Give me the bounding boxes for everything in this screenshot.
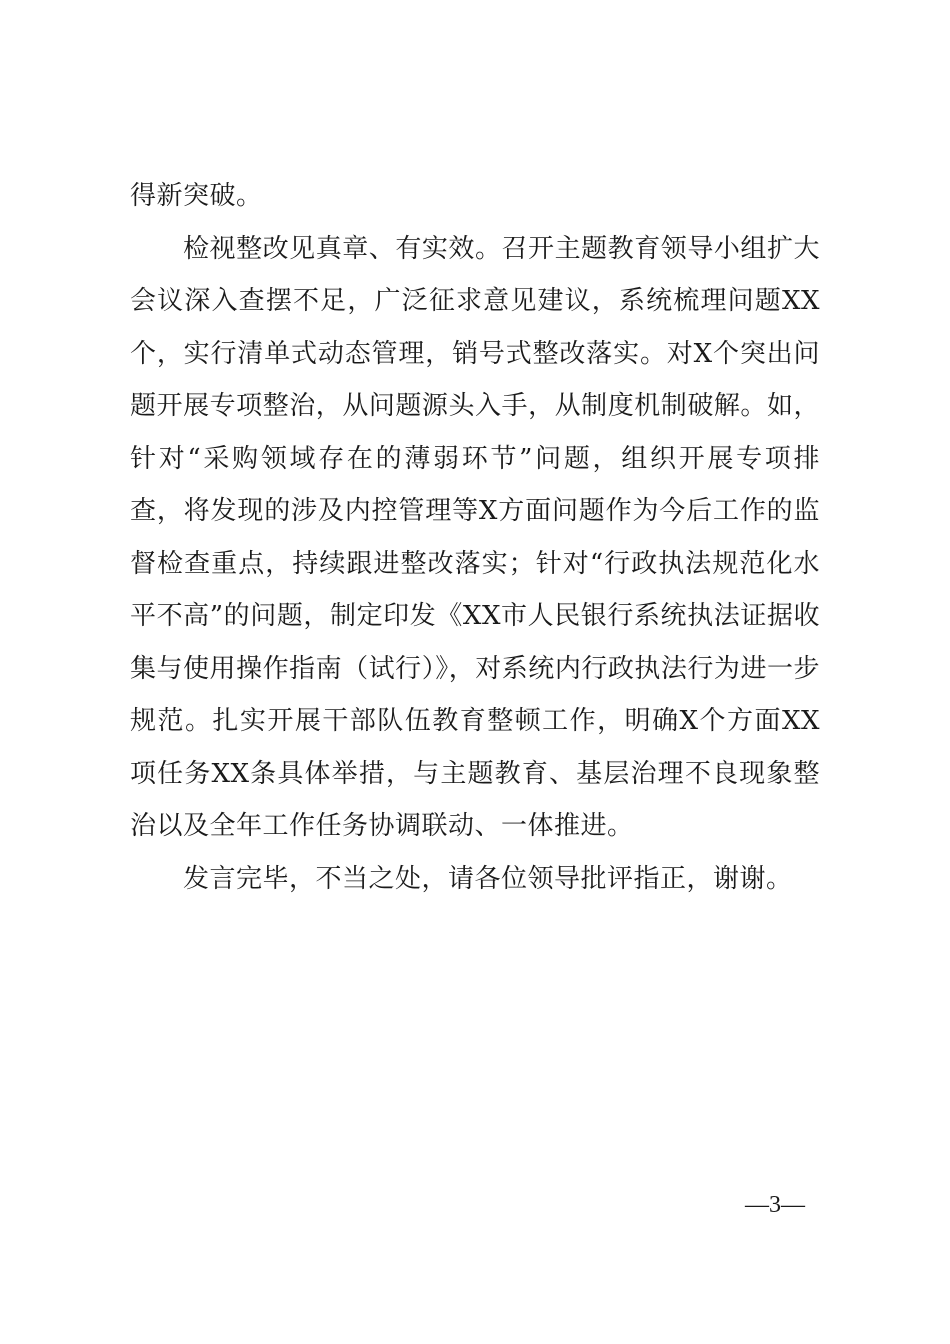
paragraph-rectification: 检视整改见真章、有实效。召开主题教育领导小组扩大会议深入查摆不足，广泛征求意见建议，系统梳理问题XX个，实行清单式动态管理，销号式整改落实。对X个突出问题开展专项整治，从问题源头入手，从制度机制破解。如，针对“采购领域存在的薄弱环节”问题，组织开展专项排查，将发现的涉及内控管理等X方面问题作为今后工作的监督检查重点，持续跟进整改落实；针对“行政执法规范化水平不高”的问题，制定印发《XX市人民银行系统执法证据收集与使用操作指南（试行）》，对系统内行政执法行为进一步规范。扎实开展干部队伍教育整顿工作，明确X个方面XX项任务XX条具体举措，与主题教育、基层治理不良现象整治以及全年工作任务协调联动、一体推进。: [130, 233, 820, 841]
document-body: [130, 170, 820, 905]
paragraph-closing: 发言完毕，不当之处，请各位领导批评指正，谢谢。: [183, 863, 793, 894]
paragraph-continuation: 得新突破。: [130, 181, 263, 211]
page-number: —3—: [745, 1192, 805, 1218]
